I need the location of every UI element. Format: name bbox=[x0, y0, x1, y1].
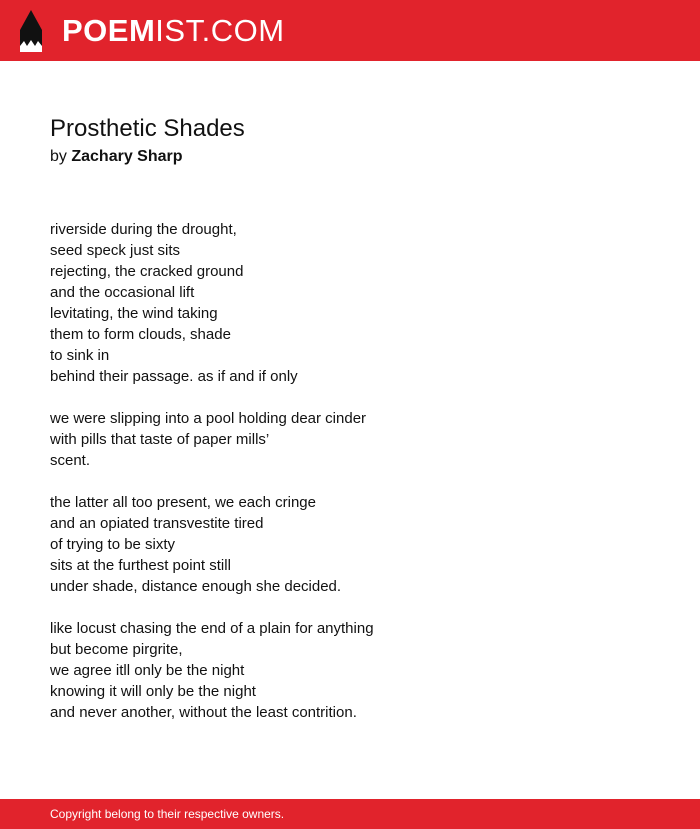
by-label: by bbox=[50, 148, 67, 165]
poem-body bbox=[50, 219, 650, 744]
poem-line: under shade, distance enough she decided. bbox=[50, 578, 342, 595]
poem-line: seed speck just sits bbox=[50, 242, 181, 259]
author-name[interactable]: Zachary Sharp bbox=[71, 148, 183, 165]
poem-line: them to form clouds, shade bbox=[50, 326, 231, 343]
poem-line: scent. bbox=[50, 452, 91, 469]
poem-stanza bbox=[50, 618, 650, 723]
poem-line: to sink in bbox=[50, 347, 110, 364]
poem-line: but become pirgrite, bbox=[50, 641, 183, 658]
poem-line: of trying to be sixty bbox=[50, 536, 176, 553]
poem-line: levitating, the wind taking bbox=[50, 305, 218, 322]
poem-line: and the occasional lift bbox=[50, 284, 195, 301]
poem-line: the latter all too present, we each cringe bbox=[50, 494, 316, 511]
poem-line: and never another, without the least contrition. bbox=[50, 704, 357, 721]
site-footer bbox=[0, 799, 700, 829]
poem-line: with pills that taste of paper mills’ bbox=[50, 431, 270, 448]
poem-stanza bbox=[50, 219, 650, 387]
poem-line: we were slipping into a pool holding dear cinder bbox=[50, 410, 367, 427]
pencil-tip-icon bbox=[18, 10, 44, 52]
poem-line: riverside during the drought, bbox=[50, 221, 237, 238]
poem-stanza bbox=[50, 408, 650, 471]
poem-line: behind their passage. as if and if only bbox=[50, 368, 298, 385]
site-logo[interactable] bbox=[62, 12, 285, 50]
logo-text-rest: IST.COM bbox=[155, 13, 285, 48]
poem-line: knowing it will only be the night bbox=[50, 683, 256, 700]
copyright-notice: Copyright belong to their respective owners. bbox=[50, 807, 285, 821]
poem-line: rejecting, the cracked ground bbox=[50, 263, 244, 280]
poem-title: Prosthetic Shades bbox=[50, 115, 245, 142]
poem-line: sits at the furthest point still bbox=[50, 557, 231, 574]
site-header bbox=[0, 0, 700, 61]
logo-text-bold: POEM bbox=[62, 13, 156, 48]
poem-line: we agree itll only be the night bbox=[50, 662, 245, 679]
poem-line: like locust chasing the end of a plain for anything bbox=[50, 620, 374, 637]
byline bbox=[50, 148, 183, 166]
poem-line: and an opiated transvestite tired bbox=[50, 515, 264, 532]
poem-stanza bbox=[50, 492, 650, 597]
